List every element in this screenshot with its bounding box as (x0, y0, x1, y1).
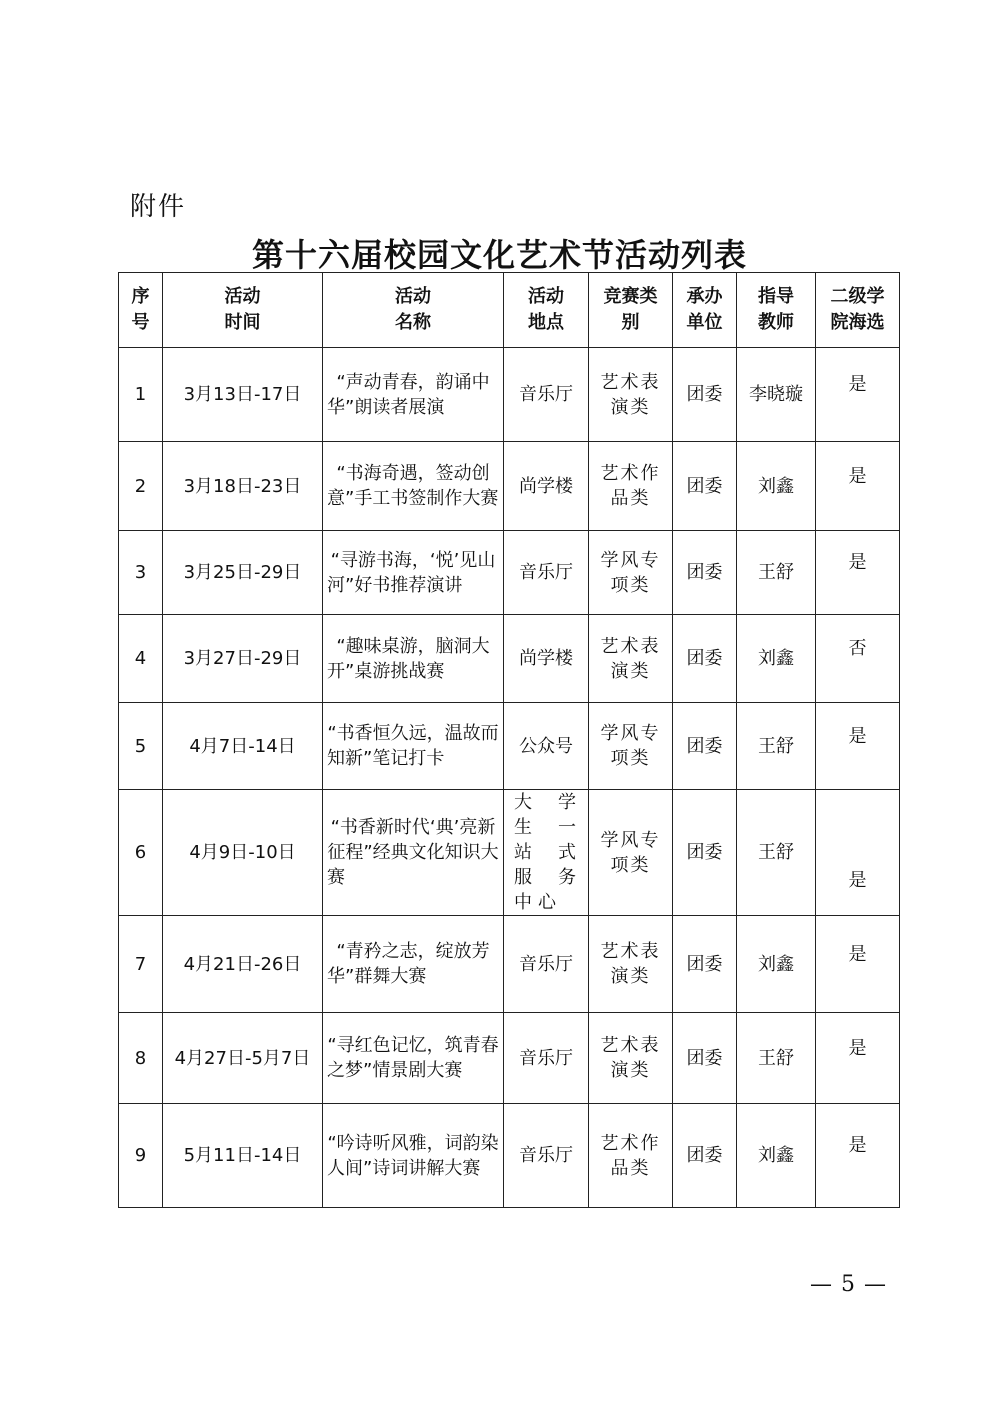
cell-category (589, 442, 673, 531)
cell-name-text: “吟诗听风雅，词韵染人间”诗词讲解大赛 (327, 1132, 499, 1179)
header-line: 承办 (686, 286, 723, 307)
cell-organizer (673, 916, 737, 1013)
page-title: 第十六届校园文化艺术节活动列表 (251, 236, 747, 274)
cell-teacher (737, 703, 816, 790)
activity-table (118, 272, 900, 1208)
cell-index-text: 2 (134, 475, 147, 497)
cell-category-text: 艺术表演类 (600, 371, 661, 418)
cell-organizer-text: 团委 (686, 475, 723, 497)
table-row (119, 790, 900, 916)
cell-time-text: 4月27日-5月7日 (174, 1047, 311, 1069)
header-line: 竞赛类 (603, 286, 658, 307)
cell-selection (816, 442, 900, 531)
cell-selection (816, 1104, 900, 1208)
cell-time (163, 790, 323, 916)
cell-time-text: 3月25日-29日 (183, 562, 302, 583)
cell-teacher-text: 李晓璇 (749, 384, 803, 405)
cell-time-text: 4月9日-10日 (189, 842, 296, 863)
header-line: 活动 (224, 286, 261, 307)
cell-organizer-text: 团委 (686, 735, 723, 757)
cell-teacher (737, 442, 816, 531)
cell-teacher (737, 348, 816, 442)
cell-selection-text: 是 (848, 552, 867, 573)
cell-index-text: 1 (134, 384, 147, 405)
cell-location-text: 尚学楼 (519, 648, 573, 669)
cell-index-text: 5 (134, 735, 147, 757)
cell-category (589, 615, 673, 703)
header-organizer (673, 273, 737, 348)
cell-name (323, 615, 504, 703)
cell-organizer-text: 团委 (686, 1145, 723, 1166)
cell-index (119, 615, 163, 703)
cell-name (323, 442, 504, 531)
cell-category-text: 艺术作品类 (600, 463, 661, 509)
cell-location-text: 音乐厅 (519, 384, 573, 405)
cell-time-text: 5月11日-14日 (183, 1145, 302, 1166)
cell-category-text: 学风专项类 (600, 829, 661, 876)
cell-time-text: 3月27日-29日 (183, 648, 302, 669)
cell-time (163, 916, 323, 1013)
cell-selection-text: 是 (848, 870, 867, 891)
cell-index (119, 1104, 163, 1208)
cell-location (504, 916, 589, 1013)
cell-teacher-text: 刘鑫 (758, 953, 794, 975)
cell-time (163, 615, 323, 703)
header-line: 教师 (758, 312, 794, 333)
cell-selection-text: 否 (848, 638, 867, 659)
cell-location (504, 1104, 589, 1208)
cell-organizer (673, 1013, 737, 1104)
cell-selection-text: 是 (848, 1037, 867, 1059)
cell-organizer-text: 团委 (686, 842, 723, 863)
cell-teacher (737, 1104, 816, 1208)
table-row (119, 531, 900, 615)
cell-selection (816, 790, 900, 916)
table-row (119, 442, 900, 531)
cell-organizer (673, 615, 737, 703)
cell-category-text: 艺术表演类 (600, 941, 661, 987)
cell-category (589, 348, 673, 442)
cell-teacher (737, 916, 816, 1013)
cell-index (119, 916, 163, 1013)
cell-selection-text: 是 (848, 465, 867, 487)
table-row (119, 1104, 900, 1208)
cell-organizer (673, 703, 737, 790)
cell-index-text: 6 (134, 842, 147, 863)
cell-location (504, 790, 589, 916)
cell-name (323, 916, 504, 1013)
cell-selection-text: 是 (848, 1135, 867, 1156)
cell-location (504, 348, 589, 442)
cell-category (589, 916, 673, 1013)
header-line: 二级学 (830, 286, 885, 307)
cell-time-text: 3月13日-17日 (183, 384, 302, 405)
header-line: 时间 (224, 312, 261, 333)
cell-index-text: 3 (134, 562, 147, 583)
table-body (119, 348, 900, 1208)
header-teacher (737, 273, 816, 348)
header-time (163, 273, 323, 348)
cell-organizer (673, 348, 737, 442)
header-line: 院海选 (830, 312, 885, 333)
cell-name (323, 790, 504, 916)
cell-category (589, 1013, 673, 1104)
cell-selection (816, 703, 900, 790)
cell-teacher-text: 刘鑫 (758, 475, 794, 497)
header-line: 活动 (528, 286, 564, 307)
cell-name-text: “寻游书海，‘悦’见山河”好书推荐演讲 (327, 549, 496, 596)
cell-category-text: 艺术表演类 (600, 635, 661, 682)
cell-index (119, 1013, 163, 1104)
cell-time (163, 348, 323, 442)
cell-index (119, 790, 163, 916)
cell-index-text: 9 (134, 1145, 147, 1166)
table-header-row (119, 273, 900, 348)
cell-name-text: “趣味桌游，脑洞大开”桌游挑战赛 (327, 635, 490, 682)
cell-location (504, 703, 589, 790)
header-name (323, 273, 504, 348)
cell-time-text: 4月21日-26日 (183, 953, 302, 975)
cell-name-text: “青矜之志，绽放芳华”群舞大赛 (327, 941, 490, 987)
cell-teacher (737, 615, 816, 703)
cell-category-text: 艺术表演类 (600, 1035, 661, 1081)
cell-location-text: 音乐厅 (519, 1047, 573, 1069)
cell-location (504, 442, 589, 531)
table-row (119, 916, 900, 1013)
cell-time (163, 703, 323, 790)
cell-category-text: 学风专项类 (600, 723, 661, 769)
cell-teacher (737, 1013, 816, 1104)
header-index (119, 273, 163, 348)
cell-selection-text: 是 (848, 725, 867, 747)
cell-category (589, 531, 673, 615)
cell-index (119, 703, 163, 790)
cell-time-text: 3月18日-23日 (183, 475, 302, 497)
header-line: 指导 (758, 286, 794, 307)
cell-name-text: “书香新时代‘典’亮新征程”经典文化知识大赛 (327, 817, 499, 888)
cell-location (504, 1013, 589, 1104)
header-selection (816, 273, 900, 348)
cell-index (119, 531, 163, 615)
header-line: 号 (131, 312, 150, 333)
cell-name-text: “声动青春，韵诵中华”朗读者展演 (327, 371, 490, 418)
cell-teacher (737, 531, 816, 615)
cell-name (323, 1104, 504, 1208)
cell-organizer-text: 团委 (686, 648, 723, 669)
cell-name (323, 703, 504, 790)
cell-index (119, 442, 163, 531)
cell-time (163, 1013, 323, 1104)
cell-teacher-text: 王舒 (758, 842, 794, 863)
cell-selection (816, 1013, 900, 1104)
cell-name (323, 348, 504, 442)
cell-name (323, 1013, 504, 1104)
cell-organizer-text: 团委 (686, 953, 723, 975)
cell-category (589, 703, 673, 790)
cell-location-text: 音乐厅 (519, 562, 573, 583)
cell-time (163, 442, 323, 531)
cell-organizer (673, 531, 737, 615)
table-row (119, 615, 900, 703)
cell-index (119, 348, 163, 442)
header-line: 活动 (395, 286, 431, 307)
cell-teacher-text: 王舒 (758, 562, 794, 583)
cell-index-text: 8 (134, 1047, 147, 1069)
cell-location-text: 音乐厅 (519, 1145, 573, 1166)
cell-location-text: 尚学楼 (519, 475, 573, 497)
header-line: 别 (621, 312, 640, 333)
cell-time (163, 531, 323, 615)
cell-time-text: 4月7日-14日 (189, 735, 296, 757)
cell-selection (816, 348, 900, 442)
cell-name-text: “书海奇遇，签动创意”手工书签制作大赛 (327, 463, 499, 509)
header-line: 地点 (528, 312, 564, 333)
cell-selection (816, 615, 900, 703)
cell-category-text: 艺术作品类 (600, 1132, 661, 1179)
page-number: — 5 — (810, 1272, 887, 1297)
cell-location (504, 531, 589, 615)
cell-name-text: “寻红色记忆，筑青春之梦”情景剧大赛 (327, 1035, 499, 1081)
header-line: 序 (131, 286, 150, 307)
cell-category-text: 学风专项类 (600, 549, 661, 596)
header-line: 名称 (395, 312, 431, 333)
cell-location-text: 公众号 (519, 735, 573, 757)
header-category (589, 273, 673, 348)
cell-name (323, 531, 504, 615)
cell-teacher-text: 刘鑫 (758, 648, 794, 669)
cell-selection-text: 是 (848, 374, 867, 395)
attachment-label: 附件 (130, 192, 187, 222)
cell-organizer (673, 442, 737, 531)
cell-time (163, 1104, 323, 1208)
cell-location (504, 615, 589, 703)
table-row (119, 1013, 900, 1104)
header-location (504, 273, 589, 348)
cell-selection-text: 是 (848, 943, 867, 965)
cell-selection (816, 531, 900, 615)
cell-organizer (673, 1104, 737, 1208)
cell-location-text: 音乐厅 (519, 953, 573, 975)
cell-organizer (673, 790, 737, 916)
table-row (119, 703, 900, 790)
cell-index-text: 4 (134, 648, 147, 669)
header-line: 单位 (686, 312, 723, 333)
cell-category (589, 1104, 673, 1208)
cell-location-text: 大学生一站式服务中心 (514, 792, 582, 913)
cell-selection (816, 916, 900, 1013)
cell-category (589, 790, 673, 916)
table-row (119, 348, 900, 442)
cell-teacher-text: 王舒 (758, 1047, 794, 1069)
cell-teacher (737, 790, 816, 916)
cell-organizer-text: 团委 (686, 1047, 723, 1069)
cell-name-text: “书香恒久远，温故而知新”笔记打卡 (327, 723, 499, 769)
cell-organizer-text: 团委 (686, 562, 723, 583)
cell-teacher-text: 王舒 (758, 735, 794, 757)
cell-index-text: 7 (134, 953, 147, 975)
cell-organizer-text: 团委 (686, 384, 723, 405)
cell-teacher-text: 刘鑫 (758, 1145, 794, 1166)
